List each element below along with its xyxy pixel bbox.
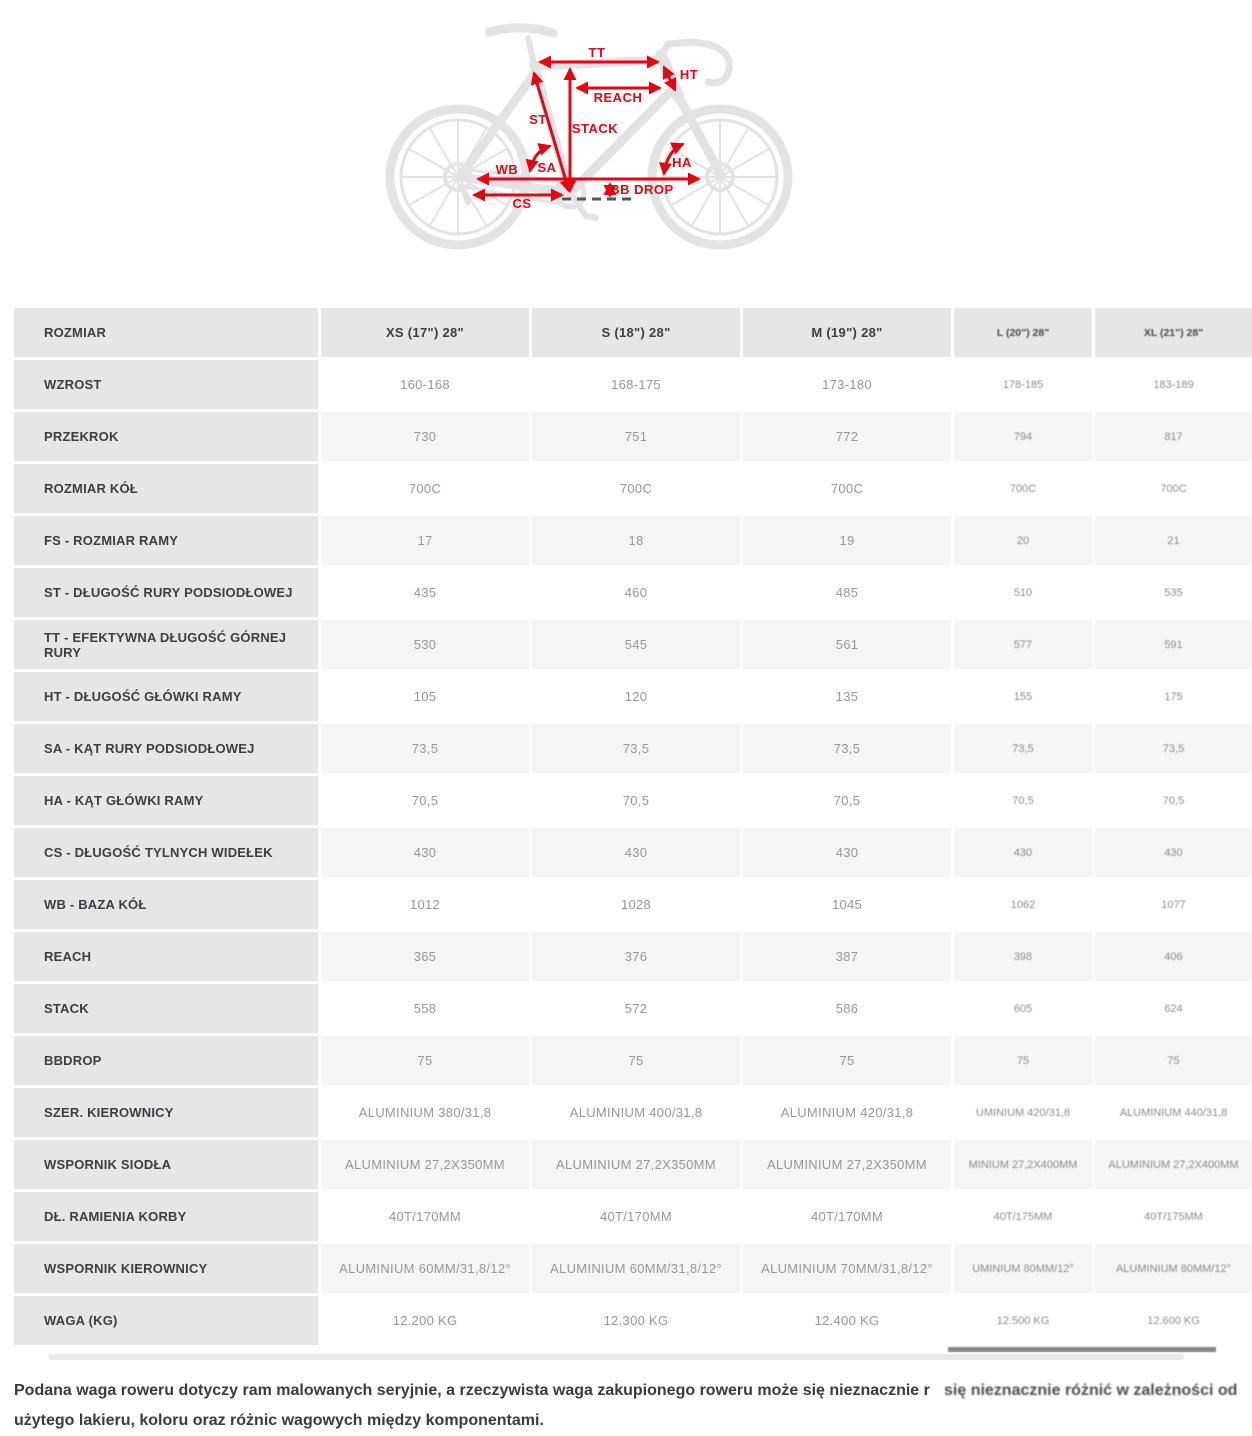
- table-cell: 751: [532, 412, 740, 461]
- table-cell: 70,5: [954, 776, 1092, 825]
- table-cell: ALUMINIUM 70MM/31,8/12°: [743, 1244, 951, 1293]
- table-cell: 40T/175MM: [1095, 1192, 1252, 1241]
- row-label: HT - DŁUGOŚĆ GŁÓWKI RAMY: [14, 672, 318, 721]
- table-cell: ALUMINIUM 80MM/12°: [1095, 1244, 1252, 1293]
- table-cell: 430: [743, 828, 951, 877]
- footnote-line1: Podana waga roweru dotyczy ram malowanych seryjnie, a rzeczywista waga zakupionego roweru może się nieznacznie r: [14, 1382, 930, 1399]
- table-cell: ALUMINIUM 27,2X350MM: [532, 1140, 740, 1189]
- table-row: [14, 776, 1252, 825]
- row-label: STACK: [14, 984, 318, 1033]
- diagram-label-stack: STACK: [571, 121, 619, 136]
- diagram-label-ha: HA: [672, 155, 692, 170]
- diagram-label-st: ST: [529, 112, 547, 127]
- table-cell: 175: [1095, 672, 1252, 721]
- table-cell: 460: [532, 568, 740, 617]
- table-cell: 545: [532, 620, 740, 669]
- table-row: [14, 932, 1252, 981]
- table-cell: 817: [1095, 412, 1252, 461]
- table-cell: 1028: [532, 880, 740, 929]
- table-cell: 73,5: [321, 724, 529, 773]
- row-label: SA - KĄT RURY PODSIODŁOWEJ: [14, 724, 318, 773]
- table-cell: 485: [743, 568, 951, 617]
- table-cell: 20: [954, 516, 1092, 565]
- table-cell: 1077: [1095, 880, 1252, 929]
- table-cell: 183-189: [1095, 360, 1252, 409]
- table-cell: 70,5: [532, 776, 740, 825]
- diagram-label-tt: TT: [588, 45, 606, 60]
- table-cell: 160-168: [321, 360, 529, 409]
- table-row: [14, 412, 1252, 461]
- table-row: [14, 724, 1252, 773]
- column-header: M (19") 28": [743, 308, 951, 357]
- row-label: TT - EFEKTYWNA DŁUGOŚĆ GÓRNEJ RURY: [14, 620, 318, 669]
- row-label: FS - ROZMIAR RAMY: [14, 516, 318, 565]
- table-cell: 173-180: [743, 360, 951, 409]
- table-cell: 376: [532, 932, 740, 981]
- table-cell: 730: [321, 412, 529, 461]
- table-row: [14, 828, 1252, 877]
- table-cell: 75: [743, 1036, 951, 1085]
- table-cell: 406: [1095, 932, 1252, 981]
- column-header: XS (17") 28": [321, 308, 529, 357]
- table-row: [14, 568, 1252, 617]
- table-cell: 75: [1095, 1036, 1252, 1085]
- diagram-label-sa: SA: [537, 160, 557, 175]
- table-cell: 168-175: [532, 360, 740, 409]
- row-label: PRZEKROK: [14, 412, 318, 461]
- horizontal-scrollbar-thumb[interactable]: [948, 1347, 1216, 1352]
- table-cell: 572: [532, 984, 740, 1033]
- table-cell: 624: [1095, 984, 1252, 1033]
- table-cell: 12.300 KG: [532, 1296, 740, 1345]
- footnote-line2: użytego lakieru, koloru oraz różnic wagowych między komponentami.: [14, 1412, 544, 1429]
- table-cell: 577: [954, 620, 1092, 669]
- table-cell: 700C: [743, 464, 951, 513]
- diagram-label-reach: REACH: [593, 90, 643, 105]
- table-cell: ALUMINIUM 440/31,8: [1095, 1088, 1252, 1137]
- diagram-label-wb: WB: [495, 162, 519, 177]
- bike-silhouette: [390, 28, 788, 245]
- table-cell: ALUMINIUM 420/31,8: [743, 1088, 951, 1137]
- table-cell: 40T/170MM: [321, 1192, 529, 1241]
- table-cell: 70,5: [743, 776, 951, 825]
- column-header-rozmiar: ROZMIAR: [14, 308, 318, 357]
- row-label: HA - KĄT GŁÓWKI RAMY: [14, 776, 318, 825]
- table-row: [14, 880, 1252, 929]
- table-row: [14, 672, 1252, 721]
- table-cell: 120: [532, 672, 740, 721]
- row-label: REACH: [14, 932, 318, 981]
- table-cell: 605: [954, 984, 1092, 1033]
- table-cell: 561: [743, 620, 951, 669]
- diagram-label-ht: HT: [679, 67, 699, 82]
- bike-geometry-diagram: [0, 0, 1252, 300]
- table-cell: 558: [321, 984, 529, 1033]
- diagram-label-cs: CS: [512, 196, 532, 211]
- column-header: XL (21") 28": [1095, 308, 1252, 357]
- table-cell: 430: [1095, 828, 1252, 877]
- row-label: WZROST: [14, 360, 318, 409]
- table-cell: 135: [743, 672, 951, 721]
- row-label: WAGA (KG): [14, 1296, 318, 1345]
- column-header: S (18") 28": [532, 308, 740, 357]
- table-cell: UMINIUM 80MM/12°: [954, 1244, 1092, 1293]
- table-cell: 18: [532, 516, 740, 565]
- table-cell: ALUMINIUM 60MM/31,8/12°: [532, 1244, 740, 1293]
- row-label: SZER. KIEROWNICY: [14, 1088, 318, 1137]
- table-cell: 40T/170MM: [743, 1192, 951, 1241]
- table-cell: 19: [743, 516, 951, 565]
- table-cell: ALUMINIUM 27,2X400MM: [1095, 1140, 1252, 1189]
- table-cell: 12.200 KG: [321, 1296, 529, 1345]
- footnote-overlay-fragment: się nieznacznie różnić w zależności od: [944, 1376, 1252, 1406]
- table-cell: 586: [743, 984, 951, 1033]
- table-cell: 430: [321, 828, 529, 877]
- table-cell: 70,5: [1095, 776, 1252, 825]
- row-label: ST - DŁUGOŚĆ RURY PODSIODŁOWEJ: [14, 568, 318, 617]
- table-cell: 430: [532, 828, 740, 877]
- table-cell: 40T/170MM: [532, 1192, 740, 1241]
- row-label: DŁ. RAMIENIA KORBY: [14, 1192, 318, 1241]
- table-cell: 1012: [321, 880, 529, 929]
- table-cell: ALUMINIUM 27,2X350MM: [743, 1140, 951, 1189]
- table-row: [14, 1036, 1252, 1085]
- table-cell: 178-185: [954, 360, 1092, 409]
- diagram-label-bbdrop: BB DROP: [610, 182, 674, 197]
- table-row: [14, 516, 1252, 565]
- table-cell: 430: [954, 828, 1092, 877]
- table-cell: 12.600 KG: [1095, 1296, 1252, 1345]
- table-cell: 21: [1095, 516, 1252, 565]
- table-cell: UMINIUM 420/31,8: [954, 1088, 1092, 1137]
- table-row: [14, 620, 1252, 669]
- table-cell: MINIUM 27,2X400MM: [954, 1140, 1092, 1189]
- table-cell: 73,5: [532, 724, 740, 773]
- table-cell: 70,5: [321, 776, 529, 825]
- table-header-row: [14, 308, 1252, 357]
- table-cell: 510: [954, 568, 1092, 617]
- table-cell: 105: [321, 672, 529, 721]
- table-cell: 700C: [954, 464, 1092, 513]
- table-cell: 40T/175MM: [954, 1192, 1092, 1241]
- table-cell: 73,5: [1095, 724, 1252, 773]
- table-row: [14, 984, 1252, 1033]
- table-cell: 591: [1095, 620, 1252, 669]
- row-label: WB - BAZA KÓŁ: [14, 880, 318, 929]
- table-cell: 365: [321, 932, 529, 981]
- table-cell: 75: [321, 1036, 529, 1085]
- table-cell: 387: [743, 932, 951, 981]
- table-cell: 155: [954, 672, 1092, 721]
- table-cell: 1045: [743, 880, 951, 929]
- table-cell: 794: [954, 412, 1092, 461]
- table-cell: 435: [321, 568, 529, 617]
- table-cell: 700C: [1095, 464, 1252, 513]
- geometry-spec-table: [14, 308, 1252, 1345]
- table-cell: ALUMINIUM 27,2X350MM: [321, 1140, 529, 1189]
- table-cell: 12.500 KG: [954, 1296, 1092, 1345]
- column-header: L (20") 28": [954, 308, 1092, 357]
- table-cell: 1062: [954, 880, 1092, 929]
- table-cell: 700C: [532, 464, 740, 513]
- table-cell: 75: [954, 1036, 1092, 1085]
- table-cell: ALUMINIUM 400/31,8: [532, 1088, 740, 1137]
- table-cell: ALUMINIUM 380/31,8: [321, 1088, 529, 1137]
- weight-disclaimer: [14, 1376, 1250, 1436]
- horizontal-scrollbar-track[interactable]: [48, 1354, 1184, 1360]
- table-cell: 700C: [321, 464, 529, 513]
- table-cell: 12.400 KG: [743, 1296, 951, 1345]
- table-cell: 398: [954, 932, 1092, 981]
- row-label: WSPORNIK SIODŁA: [14, 1140, 318, 1189]
- table-cell: 73,5: [743, 724, 951, 773]
- table-row: [14, 464, 1252, 513]
- table-cell: 17: [321, 516, 529, 565]
- table-cell: 73,5: [954, 724, 1092, 773]
- table-cell: ALUMINIUM 60MM/31,8/12°: [321, 1244, 529, 1293]
- table-cell: 535: [1095, 568, 1252, 617]
- table-row: [14, 360, 1252, 409]
- table-row: [14, 1244, 1252, 1293]
- table-cell: 75: [532, 1036, 740, 1085]
- row-label: ROZMIAR KÓŁ: [14, 464, 318, 513]
- table-cell: 530: [321, 620, 529, 669]
- table-row: [14, 1140, 1252, 1189]
- table-row: [14, 1296, 1252, 1345]
- table-row: [14, 1088, 1252, 1137]
- row-label: BBDROP: [14, 1036, 318, 1085]
- table-row: [14, 1192, 1252, 1241]
- row-label: WSPORNIK KIEROWNICY: [14, 1244, 318, 1293]
- row-label: CS - DŁUGOŚĆ TYLNYCH WIDEŁEK: [14, 828, 318, 877]
- table-cell: 772: [743, 412, 951, 461]
